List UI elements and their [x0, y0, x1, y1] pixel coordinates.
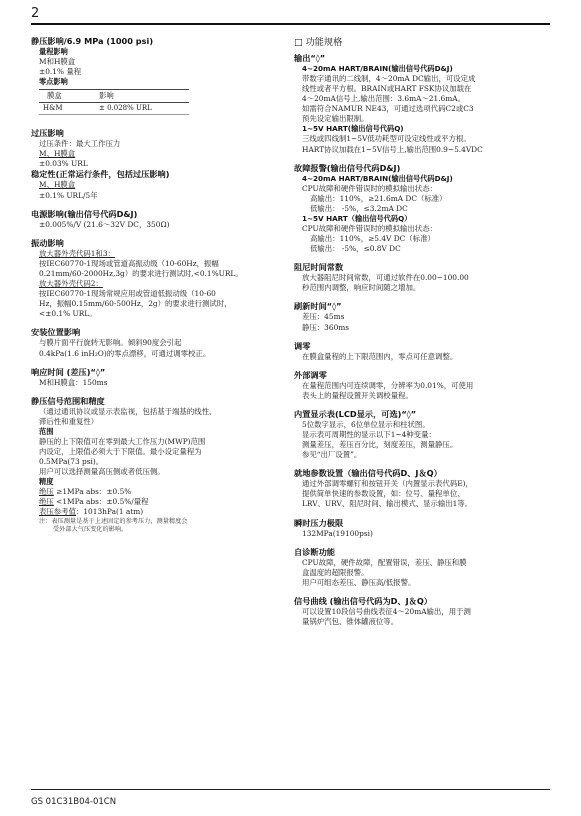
diagnostics-line: 盒温度的超限报警。 — [302, 567, 369, 577]
accuracy-label: 绝压 — [39, 487, 54, 497]
update-sp: 静压：360ms — [302, 322, 350, 332]
accuracy-value: ：1013hPa(1 atm) — [75, 507, 144, 517]
burnout-title: 故障报警(输出信号代码D&J) — [294, 162, 401, 173]
local-param-title: 就地参数设置（输出信号代码D、J＆Q） — [294, 468, 442, 479]
table-cell: H&M — [39, 102, 95, 115]
burnout-intro: CPU故障和硬件错误时的模拟输出状态： — [302, 223, 437, 233]
range-accuracy-desc: 滞后性和重复性） — [39, 416, 99, 426]
output-line: 线性或者平方根。BRAIN或HART FSK协议加载在 — [302, 84, 472, 94]
vibration-line: 放大器外壳代码2： — [39, 279, 103, 289]
char-curve-line: 可以设置10段信号曲线表征4～20mA输出，用于测 — [302, 606, 471, 616]
accuracy-label: 绝压 — [39, 497, 54, 507]
burnout-sub: 4~20mA HART/BRAIN(输出信号代码D&J) — [302, 173, 453, 183]
diagnostics-line: CPU故障，硬件故障，配置错误，差压、静压和膜 — [302, 557, 467, 567]
span-effect-plate: M和H膜盒 — [39, 57, 76, 66]
right-column — [294, 36, 548, 627]
mounting-line: 0.4kPa(1.6 inH₂O)的零点漂移，可通过调零校正。 — [39, 348, 211, 358]
zero-adjust-text: 在膜盒量程的上下限范围内，零点可任意调整。 — [302, 351, 458, 361]
page-number: 2 — [31, 6, 40, 21]
char-curve-title: 信号曲线 (输出信号代码为D、J＆Q） — [294, 595, 433, 606]
damping-line: 放大器阻尼时间常数，可通过软件在0.00~100.00 — [302, 273, 469, 283]
accuracy-line — [31, 507, 279, 517]
table-header-cell: 膜盒 — [39, 90, 95, 103]
output-sub: 4~20mA HART/BRAIN(输出信号代码D&J) — [302, 64, 453, 73]
ext-zero-title: 外部调零 — [294, 369, 327, 380]
power-value: ±0.005%/V (21.6～32V DC，350Ω) — [39, 219, 170, 229]
local-param-line: 通过外部调零螺钉和按钮开关（内置显示表代码E)， — [302, 479, 473, 489]
overrange-plate: M、H膜盒 — [39, 149, 76, 159]
output-line: 4～20mA信号上,输出范围：3.6mA～21.6mA。 — [302, 94, 465, 104]
burnout-high: 高输出：110%，≥21.6mA DC（标准） — [310, 193, 447, 203]
stability-value: ±0.1% URL/5年 — [39, 190, 98, 200]
range-line: 静压的上下限值可在零到最大工作压力(MWP)范围 — [39, 436, 206, 446]
document-id: GS 01C31B04-01CN — [31, 797, 117, 807]
static-pressure-title: 静压影响/6.9 MPa (1000 psi) — [31, 36, 154, 46]
damping-line: 秒范围内调整，响应时间随之增加。 — [302, 283, 421, 293]
display-line: 参见“出厂设置”。 — [302, 450, 362, 460]
vibration-title: 振动影响 — [31, 237, 64, 248]
accuracy-note: 注：表压测量是基于上述固定的参考压力，测量精度会 — [39, 517, 188, 525]
output-sub: 1~5V HART(输出信号代码Q) — [302, 124, 404, 134]
range-title: 范围 — [39, 426, 54, 436]
vibration-line: 按IEC60770-1现场或管道高振动级（10-60Hz，振幅 — [39, 258, 219, 268]
vibration-line: 放大器外壳代码1和3： — [39, 248, 115, 258]
local-param-line: 提供简单快速的参数设置，如：位号、量程单位、 — [302, 489, 465, 499]
span-effect-title: 量程影响 — [39, 47, 68, 56]
power-title: 电源影响(输出信号代码D&J) — [31, 208, 138, 219]
update-dp: 差压：45ms — [302, 312, 345, 322]
table-cell: ± 0.028% URL — [95, 102, 189, 115]
overrange-value: ±0.03% URL — [39, 159, 88, 169]
output-line: 预先设定输出限制。 — [302, 114, 369, 124]
left-column — [31, 36, 279, 534]
diagnostics-title: 自诊断功能 — [294, 546, 335, 557]
output-line: 三线或四线制1~5V低功耗型可设定线性或平方根。 — [302, 134, 471, 144]
functional-spec-title: □ 功能规格 — [294, 37, 343, 48]
output-line: 如需符合NAMUR NE43，可通过选项代码C2或C3 — [302, 104, 474, 114]
accuracy-line — [31, 487, 279, 497]
burnout-sub: 1~5V HART（输出信号代码Q） — [302, 213, 412, 223]
ext-zero-line: 表头上的量程设置开关调校量程。 — [302, 390, 413, 400]
output-title: 输出“◊” — [294, 53, 326, 63]
range-accuracy-desc: （通过通讯协议或显示表监视，包括基于端基的线性、 — [39, 406, 217, 416]
burnout-high: 高输出：110%，≥5.4V DC（标准） — [310, 234, 435, 244]
zero-adjust-title: 调零 — [294, 340, 311, 351]
overrange-condition: 过压条件：最大工作压力 — [39, 139, 121, 149]
zero-effect-title: 零点影响 — [39, 77, 68, 87]
output-line: 带数字通讯的二线制，4～20mA DC输出，可设定成 — [302, 74, 476, 83]
header-rule — [31, 23, 550, 25]
diagnostics-line: 用户可组态差压、静压高/低报警。 — [302, 577, 416, 587]
response-value: M和H膜盒：150ms — [39, 377, 108, 387]
zero-effect-table — [39, 89, 189, 115]
stability-title: 稳定性(正常运行条件，包括过压影响) — [31, 169, 170, 180]
char-curve-line: 量锅炉汽包、锥体罐液位等。 — [302, 617, 399, 626]
span-effect-value: ±0.1% 量程 — [39, 67, 82, 77]
table-row — [39, 102, 189, 115]
transient-title: 瞬时压力极限 — [294, 517, 344, 528]
vibration-line: 0.21mm/60-2000Hz,3g）的要求进行测试时,<0.1%URL。 — [39, 268, 243, 278]
output-line: HART协议加载在1~5V信号上,输出范围0.9~5.4VDC — [302, 144, 483, 154]
display-line: 5位数字显示，6位单位显示和柱状图。 — [302, 419, 430, 429]
accuracy-value: ≥1MPa abs：±0.5% — [53, 487, 132, 497]
range-line: 0.5MPa(73 psi)。 — [39, 457, 104, 467]
accuracy-label: 表压参考值 — [39, 507, 76, 517]
response-title: 响应时间 (差压)“◊” — [31, 366, 106, 377]
local-param-line: LRV、URV、阻尼时间、输出模式、显示输出1等。 — [302, 499, 473, 509]
mounting-line: 与膜片面平行旋转无影响。倾斜90度会引起 — [39, 338, 182, 348]
accuracy-line — [31, 497, 279, 507]
update-title: 刷新时间“◊” — [294, 301, 342, 312]
burnout-low: 低输出： -5%，≤0.8V DC — [310, 244, 401, 254]
vibration-line: 按IEC60770-1现场常规应用或管道低振动级（10-60 — [39, 289, 216, 299]
stability-plate: M、H膜盒 — [39, 180, 76, 190]
range-line: 内设定，上限值必须大于下限值。最小设定量程为 — [39, 446, 202, 456]
damping-title: 阻尼时间常数 — [294, 262, 344, 273]
table-header-row — [39, 90, 189, 103]
ext-zero-line: 在量程范围内可连续调零，分辨率为0.01%，可使用 — [302, 380, 474, 390]
accuracy-value: <1MPa abs：±0.5%/量程 — [53, 497, 149, 507]
range-accuracy-title: 静压信号范围和精度 — [31, 395, 105, 406]
overrange-title: 过压影响 — [31, 128, 64, 139]
vibration-line: <±0.1% URL。 — [39, 309, 97, 319]
display-title: 内置显示表(LCD显示，可选)“◊” — [294, 408, 417, 419]
burnout-intro: CPU故障和硬件错误时的模拟输出状态： — [302, 183, 437, 193]
table-header-cell: 影响 — [95, 90, 189, 103]
accuracy-note: 受外部大气压变化的影响。 — [53, 525, 128, 533]
transient-value: 132MPa(19100psi) — [302, 528, 373, 538]
display-line: 显示表可周期性的显示以下1~4种变量： — [302, 429, 436, 439]
range-line: 用户可以选择测量高压侧或者低压侧。 — [39, 467, 165, 477]
mounting-title: 安装位置影响 — [31, 327, 81, 338]
vibration-line: Hz，振幅0.15mm/60-500Hz，2g）的要求进行测试时， — [39, 299, 232, 309]
burnout-low: 低输出： -5%，≤3.2mA DC — [310, 203, 408, 213]
footer-rule — [31, 789, 550, 790]
display-line: 测量差压，差压百分比，刻度差压，测量静压。 — [302, 440, 458, 450]
accuracy-title: 精度 — [39, 477, 54, 487]
